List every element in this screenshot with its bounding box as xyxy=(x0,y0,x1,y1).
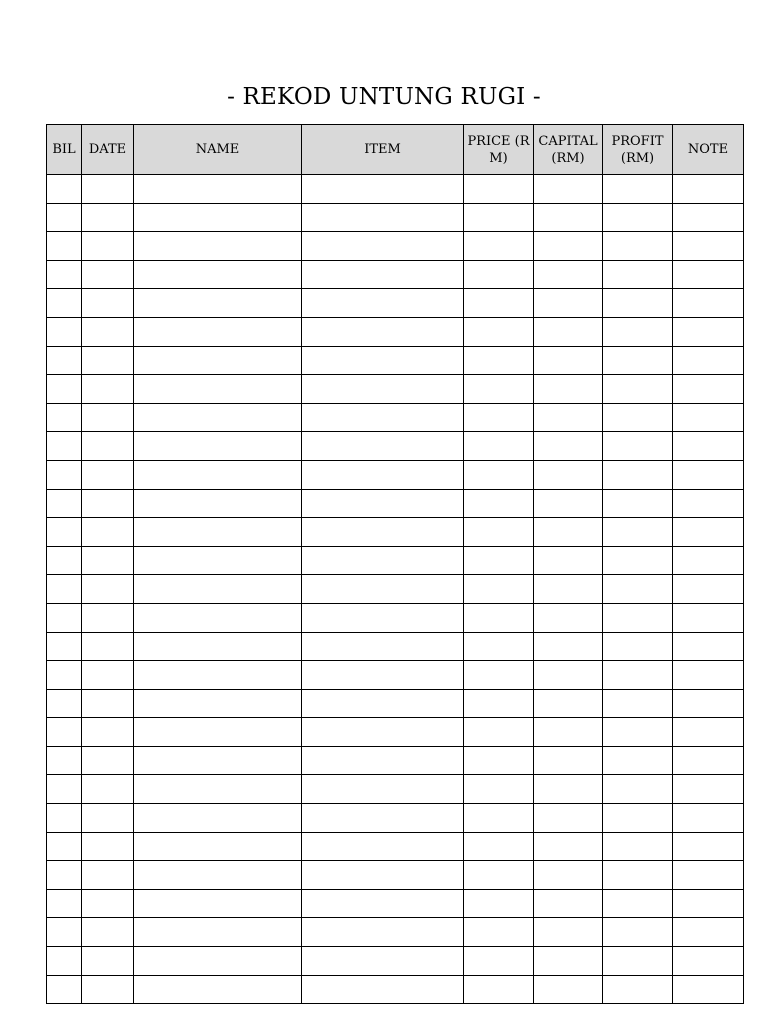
table-cell-capital[interactable] xyxy=(534,918,603,947)
table-cell-note[interactable] xyxy=(673,632,744,661)
table-cell-price[interactable] xyxy=(464,175,534,204)
table-cell-capital[interactable] xyxy=(534,460,603,489)
table-cell-date[interactable] xyxy=(82,947,134,976)
table-cell-capital[interactable] xyxy=(534,375,603,404)
table-cell-date[interactable] xyxy=(82,232,134,261)
table-cell-date[interactable] xyxy=(82,375,134,404)
table-cell-date[interactable] xyxy=(82,861,134,890)
table-row xyxy=(47,317,744,346)
table-cell-bil[interactable] xyxy=(47,317,82,346)
table-cell-item[interactable] xyxy=(302,861,464,890)
table-cell-note[interactable] xyxy=(673,260,744,289)
table-cell-price[interactable] xyxy=(464,546,534,575)
table-cell-note[interactable] xyxy=(673,889,744,918)
table-cell-name[interactable] xyxy=(134,746,302,775)
table-cell-item[interactable] xyxy=(302,518,464,547)
table-cell-profit[interactable] xyxy=(603,603,673,632)
table-cell-note[interactable] xyxy=(673,546,744,575)
table-cell-price[interactable] xyxy=(464,632,534,661)
table-cell-bil[interactable] xyxy=(47,175,82,204)
table-cell-item[interactable] xyxy=(302,489,464,518)
table-cell-profit[interactable] xyxy=(603,432,673,461)
table-cell-capital[interactable] xyxy=(534,832,603,861)
table-cell-price[interactable] xyxy=(464,346,534,375)
table-cell-item[interactable] xyxy=(302,918,464,947)
table-cell-profit[interactable] xyxy=(603,289,673,318)
table-cell-capital[interactable] xyxy=(534,575,603,604)
table-cell-item[interactable] xyxy=(302,546,464,575)
table-cell-name[interactable] xyxy=(134,918,302,947)
table-cell-bil[interactable] xyxy=(47,460,82,489)
table-cell-capital[interactable] xyxy=(534,260,603,289)
table-cell-name[interactable] xyxy=(134,289,302,318)
table-cell-note[interactable] xyxy=(673,232,744,261)
table-cell-profit[interactable] xyxy=(603,346,673,375)
table-cell-capital[interactable] xyxy=(534,432,603,461)
table-cell-bil[interactable] xyxy=(47,889,82,918)
table-cell-note[interactable] xyxy=(673,432,744,461)
table-cell-capital[interactable] xyxy=(534,861,603,890)
table-cell-profit[interactable] xyxy=(603,861,673,890)
table-row xyxy=(47,603,744,632)
table-cell-capital[interactable] xyxy=(534,346,603,375)
table-row xyxy=(47,746,744,775)
table-cell-date[interactable] xyxy=(82,575,134,604)
table-cell-name[interactable] xyxy=(134,575,302,604)
table-row xyxy=(47,804,744,833)
table-cell-profit[interactable] xyxy=(603,718,673,747)
table-cell-profit[interactable] xyxy=(603,689,673,718)
table-cell-date[interactable] xyxy=(82,918,134,947)
column-header-bil: BIL xyxy=(47,125,82,175)
table-cell-profit[interactable] xyxy=(603,375,673,404)
table-row xyxy=(47,889,744,918)
table-cell-note[interactable] xyxy=(673,289,744,318)
page-title: - REKOD UNTUNG RUGI - xyxy=(227,84,541,110)
table-cell-item[interactable] xyxy=(302,832,464,861)
table-cell-price[interactable] xyxy=(464,460,534,489)
table-cell-item[interactable] xyxy=(302,975,464,1004)
table-cell-bil[interactable] xyxy=(47,918,82,947)
table-cell-capital[interactable] xyxy=(534,746,603,775)
table-cell-item[interactable] xyxy=(302,460,464,489)
table-cell-date[interactable] xyxy=(82,775,134,804)
table-cell-name[interactable] xyxy=(134,232,302,261)
table-cell-note[interactable] xyxy=(673,975,744,1004)
table-cell-price[interactable] xyxy=(464,661,534,690)
table-body xyxy=(47,175,744,1004)
column-header-name: NAME xyxy=(134,125,302,175)
table-cell-note[interactable] xyxy=(673,375,744,404)
table-cell-note[interactable] xyxy=(673,661,744,690)
table-cell-price[interactable] xyxy=(464,861,534,890)
table-cell-bil[interactable] xyxy=(47,661,82,690)
table-cell-name[interactable] xyxy=(134,804,302,833)
column-header-profit: PROFIT (RM) xyxy=(603,125,673,175)
table-cell-price[interactable] xyxy=(464,575,534,604)
table-cell-profit[interactable] xyxy=(603,975,673,1004)
table-cell-price[interactable] xyxy=(464,975,534,1004)
table-cell-name[interactable] xyxy=(134,489,302,518)
table-cell-bil[interactable] xyxy=(47,346,82,375)
table-cell-item[interactable] xyxy=(302,804,464,833)
table-cell-profit[interactable] xyxy=(603,632,673,661)
table-cell-name[interactable] xyxy=(134,518,302,547)
table-cell-note[interactable] xyxy=(673,403,744,432)
table-row xyxy=(47,632,744,661)
table-cell-profit[interactable] xyxy=(603,889,673,918)
table-cell-note[interactable] xyxy=(673,718,744,747)
table-row xyxy=(47,918,744,947)
table-cell-capital[interactable] xyxy=(534,804,603,833)
table-row xyxy=(47,546,744,575)
table-cell-item[interactable] xyxy=(302,718,464,747)
table-cell-bil[interactable] xyxy=(47,632,82,661)
table-cell-capital[interactable] xyxy=(534,889,603,918)
table-cell-bil[interactable] xyxy=(47,603,82,632)
table-cell-date[interactable] xyxy=(82,175,134,204)
table-cell-profit[interactable] xyxy=(603,518,673,547)
table-cell-date[interactable] xyxy=(82,746,134,775)
table-cell-bil[interactable] xyxy=(47,775,82,804)
table-cell-item[interactable] xyxy=(302,775,464,804)
table-cell-capital[interactable] xyxy=(534,546,603,575)
header-row xyxy=(47,125,744,175)
table-cell-price[interactable] xyxy=(464,889,534,918)
table-cell-item[interactable] xyxy=(302,317,464,346)
table-cell-note[interactable] xyxy=(673,603,744,632)
table-cell-profit[interactable] xyxy=(603,232,673,261)
table-cell-price[interactable] xyxy=(464,947,534,976)
table-cell-bil[interactable] xyxy=(47,575,82,604)
table-cell-bil[interactable] xyxy=(47,947,82,976)
table-row xyxy=(47,689,744,718)
table-row xyxy=(47,346,744,375)
table-cell-name[interactable] xyxy=(134,603,302,632)
table-cell-date[interactable] xyxy=(82,518,134,547)
table-row xyxy=(47,947,744,976)
table-cell-item[interactable] xyxy=(302,232,464,261)
table-cell-name[interactable] xyxy=(134,175,302,204)
table-cell-note[interactable] xyxy=(673,346,744,375)
table-cell-bil[interactable] xyxy=(47,375,82,404)
table-cell-bil[interactable] xyxy=(47,861,82,890)
table-cell-note[interactable] xyxy=(673,947,744,976)
table-cell-price[interactable] xyxy=(464,317,534,346)
table-cell-item[interactable] xyxy=(302,403,464,432)
table-cell-name[interactable] xyxy=(134,346,302,375)
table-cell-profit[interactable] xyxy=(603,546,673,575)
table-cell-item[interactable] xyxy=(302,746,464,775)
table-cell-bil[interactable] xyxy=(47,203,82,232)
table-cell-date[interactable] xyxy=(82,489,134,518)
table-row xyxy=(47,203,744,232)
table-cell-price[interactable] xyxy=(464,603,534,632)
table-cell-bil[interactable] xyxy=(47,804,82,833)
table-cell-price[interactable] xyxy=(464,832,534,861)
table-cell-capital[interactable] xyxy=(534,947,603,976)
table-cell-profit[interactable] xyxy=(603,403,673,432)
table-cell-capital[interactable] xyxy=(534,317,603,346)
table-cell-name[interactable] xyxy=(134,546,302,575)
table-cell-price[interactable] xyxy=(464,432,534,461)
table-cell-bil[interactable] xyxy=(47,432,82,461)
table-cell-name[interactable] xyxy=(134,203,302,232)
table-cell-price[interactable] xyxy=(464,489,534,518)
table-cell-price[interactable] xyxy=(464,518,534,547)
table-row xyxy=(47,489,744,518)
table-cell-note[interactable] xyxy=(673,317,744,346)
table-cell-note[interactable] xyxy=(673,575,744,604)
table-cell-profit[interactable] xyxy=(603,918,673,947)
table-cell-price[interactable] xyxy=(464,232,534,261)
table-row xyxy=(47,975,744,1004)
table-row xyxy=(47,375,744,404)
table-cell-price[interactable] xyxy=(464,746,534,775)
table-cell-capital[interactable] xyxy=(534,489,603,518)
table-cell-date[interactable] xyxy=(82,460,134,489)
table-cell-date[interactable] xyxy=(82,804,134,833)
table-cell-capital[interactable] xyxy=(534,689,603,718)
table-cell-price[interactable] xyxy=(464,375,534,404)
table-cell-note[interactable] xyxy=(673,861,744,890)
table-cell-date[interactable] xyxy=(82,661,134,690)
table-cell-date[interactable] xyxy=(82,403,134,432)
table-row xyxy=(47,575,744,604)
table-cell-name[interactable] xyxy=(134,661,302,690)
table-cell-note[interactable] xyxy=(673,203,744,232)
table-cell-name[interactable] xyxy=(134,375,302,404)
table-cell-name[interactable] xyxy=(134,975,302,1004)
table-row xyxy=(47,775,744,804)
table-cell-bil[interactable] xyxy=(47,718,82,747)
table-cell-capital[interactable] xyxy=(534,775,603,804)
table-cell-item[interactable] xyxy=(302,375,464,404)
table-cell-capital[interactable] xyxy=(534,975,603,1004)
table-cell-profit[interactable] xyxy=(603,575,673,604)
column-header-capital: CAPITAL (RM) xyxy=(534,125,603,175)
table-cell-bil[interactable] xyxy=(47,975,82,1004)
table-cell-item[interactable] xyxy=(302,175,464,204)
table-cell-note[interactable] xyxy=(673,746,744,775)
table-cell-capital[interactable] xyxy=(534,603,603,632)
table-cell-name[interactable] xyxy=(134,947,302,976)
table-cell-price[interactable] xyxy=(464,689,534,718)
table-row xyxy=(47,403,744,432)
table-cell-date[interactable] xyxy=(82,889,134,918)
table-cell-price[interactable] xyxy=(464,403,534,432)
table-cell-note[interactable] xyxy=(673,832,744,861)
table-cell-bil[interactable] xyxy=(47,489,82,518)
table-cell-date[interactable] xyxy=(82,689,134,718)
table-cell-note[interactable] xyxy=(673,518,744,547)
table-cell-date[interactable] xyxy=(82,289,134,318)
table-cell-capital[interactable] xyxy=(534,518,603,547)
table-cell-date[interactable] xyxy=(82,546,134,575)
table-cell-price[interactable] xyxy=(464,918,534,947)
table-cell-capital[interactable] xyxy=(534,232,603,261)
table-cell-profit[interactable] xyxy=(603,804,673,833)
table-cell-item[interactable] xyxy=(302,203,464,232)
table-cell-item[interactable] xyxy=(302,603,464,632)
table-cell-note[interactable] xyxy=(673,175,744,204)
table-cell-profit[interactable] xyxy=(603,947,673,976)
profit-loss-table xyxy=(46,124,744,1004)
table-row xyxy=(47,175,744,204)
table-cell-profit[interactable] xyxy=(603,175,673,204)
table-cell-capital[interactable] xyxy=(534,661,603,690)
table-cell-name[interactable] xyxy=(134,889,302,918)
table-cell-bil[interactable] xyxy=(47,518,82,547)
table-cell-bil[interactable] xyxy=(47,403,82,432)
table-cell-profit[interactable] xyxy=(603,832,673,861)
table-row xyxy=(47,289,744,318)
table-cell-note[interactable] xyxy=(673,804,744,833)
table-cell-date[interactable] xyxy=(82,718,134,747)
table-cell-profit[interactable] xyxy=(603,260,673,289)
table-cell-profit[interactable] xyxy=(603,661,673,690)
table-cell-price[interactable] xyxy=(464,260,534,289)
table-row xyxy=(47,432,744,461)
table-cell-date[interactable] xyxy=(82,632,134,661)
table-cell-price[interactable] xyxy=(464,203,534,232)
table-cell-capital[interactable] xyxy=(534,632,603,661)
table-cell-price[interactable] xyxy=(464,775,534,804)
table-cell-capital[interactable] xyxy=(534,203,603,232)
column-header-date: DATE xyxy=(82,125,134,175)
table-cell-name[interactable] xyxy=(134,775,302,804)
table-row xyxy=(47,232,744,261)
table-header xyxy=(47,125,744,175)
table-cell-note[interactable] xyxy=(673,775,744,804)
column-header-item: ITEM xyxy=(302,125,464,175)
table-row xyxy=(47,518,744,547)
table-cell-profit[interactable] xyxy=(603,317,673,346)
table-cell-capital[interactable] xyxy=(534,289,603,318)
table-cell-date[interactable] xyxy=(82,603,134,632)
table-cell-profit[interactable] xyxy=(603,460,673,489)
column-header-price: PRICE (RM) xyxy=(464,125,534,175)
table-cell-item[interactable] xyxy=(302,947,464,976)
table-cell-bil[interactable] xyxy=(47,832,82,861)
table-cell-date[interactable] xyxy=(82,260,134,289)
table-cell-date[interactable] xyxy=(82,317,134,346)
table-cell-bil[interactable] xyxy=(47,232,82,261)
table-row xyxy=(47,718,744,747)
table-cell-profit[interactable] xyxy=(603,489,673,518)
table-cell-name[interactable] xyxy=(134,632,302,661)
table-cell-item[interactable] xyxy=(302,889,464,918)
table-cell-date[interactable] xyxy=(82,203,134,232)
table-cell-item[interactable] xyxy=(302,346,464,375)
table-row xyxy=(47,861,744,890)
table-cell-item[interactable] xyxy=(302,632,464,661)
table-cell-bil[interactable] xyxy=(47,289,82,318)
table-cell-name[interactable] xyxy=(134,718,302,747)
table-cell-profit[interactable] xyxy=(603,746,673,775)
table-cell-note[interactable] xyxy=(673,918,744,947)
table-cell-item[interactable] xyxy=(302,432,464,461)
table-cell-date[interactable] xyxy=(82,346,134,375)
table-cell-name[interactable] xyxy=(134,403,302,432)
table-cell-item[interactable] xyxy=(302,575,464,604)
table-cell-date[interactable] xyxy=(82,832,134,861)
table-cell-name[interactable] xyxy=(134,460,302,489)
table-cell-profit[interactable] xyxy=(603,775,673,804)
table-cell-note[interactable] xyxy=(673,460,744,489)
table-cell-name[interactable] xyxy=(134,317,302,346)
table-cell-item[interactable] xyxy=(302,289,464,318)
table-cell-name[interactable] xyxy=(134,689,302,718)
table-cell-capital[interactable] xyxy=(534,718,603,747)
table-cell-bil[interactable] xyxy=(47,746,82,775)
table-cell-bil[interactable] xyxy=(47,260,82,289)
table-cell-capital[interactable] xyxy=(534,175,603,204)
table-cell-date[interactable] xyxy=(82,432,134,461)
table-row xyxy=(47,832,744,861)
table-cell-profit[interactable] xyxy=(603,203,673,232)
table-cell-price[interactable] xyxy=(464,289,534,318)
table-cell-price[interactable] xyxy=(464,804,534,833)
table-cell-name[interactable] xyxy=(134,861,302,890)
column-header-note: NOTE xyxy=(673,125,744,175)
table-cell-capital[interactable] xyxy=(534,403,603,432)
table-row xyxy=(47,460,744,489)
table-cell-item[interactable] xyxy=(302,661,464,690)
table-row xyxy=(47,661,744,690)
table-cell-item[interactable] xyxy=(302,689,464,718)
table-cell-name[interactable] xyxy=(134,432,302,461)
table-cell-name[interactable] xyxy=(134,260,302,289)
table-cell-price[interactable] xyxy=(464,718,534,747)
table-cell-item[interactable] xyxy=(302,260,464,289)
table-row xyxy=(47,260,744,289)
table-cell-bil[interactable] xyxy=(47,689,82,718)
table-cell-name[interactable] xyxy=(134,832,302,861)
table-cell-note[interactable] xyxy=(673,489,744,518)
table-cell-date[interactable] xyxy=(82,975,134,1004)
table-cell-bil[interactable] xyxy=(47,546,82,575)
table-cell-note[interactable] xyxy=(673,689,744,718)
